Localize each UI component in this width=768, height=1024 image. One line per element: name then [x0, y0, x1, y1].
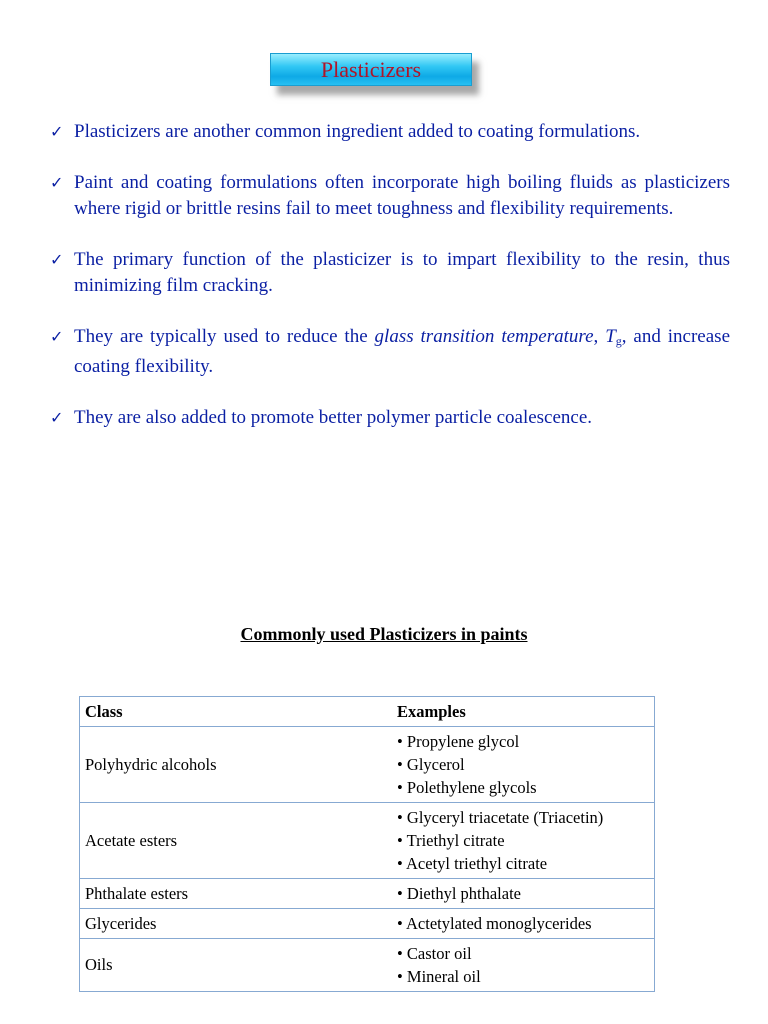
bullet-dot: • [397, 854, 406, 873]
bullet-text: glass transition temperature [374, 326, 594, 347]
example-text: Mineral oil [406, 967, 481, 986]
example-item [397, 852, 649, 875]
table-row [80, 803, 655, 879]
example-text: Diethyl phthalate [406, 884, 521, 903]
bullet-text: , and increase coating flexibility. [74, 326, 731, 377]
example-text: Acetyl triethyl citrate [406, 854, 548, 873]
example-item [397, 965, 649, 988]
example-item [397, 882, 649, 905]
example-item [397, 912, 649, 935]
class-cell: Polyhydric alcohols [80, 727, 393, 803]
examples-cell [392, 939, 655, 992]
example-item [397, 829, 649, 852]
example-text: Polethylene glycols [406, 778, 537, 797]
example-text: Castor oil [406, 944, 472, 963]
table-row [80, 939, 655, 992]
table-row [80, 909, 655, 939]
example-item [397, 942, 649, 965]
class-cell: Glycerides [80, 909, 393, 939]
bullet-item [50, 405, 730, 431]
table-row [80, 727, 655, 803]
bullet-text: They are typically used to reduce the [74, 326, 375, 347]
header-examples: Examples [392, 697, 655, 727]
table-body [80, 727, 655, 992]
bullet-text: , [593, 326, 606, 347]
bullet-text: The primary function of the plasticizer is to impart flexibility to the resin, thus minimizing film cracking. [74, 249, 730, 296]
bullet-item [50, 170, 730, 222]
class-cell: Phthalate esters [80, 879, 393, 909]
table-title: Commonly used Plasticizers in paints [240, 624, 528, 644]
checkmark-icon: ✓ [50, 173, 64, 192]
examples-cell [392, 909, 655, 939]
checkmark-icon: ✓ [50, 327, 64, 346]
checkmark-icon: ✓ [50, 408, 64, 427]
examples-cell [392, 803, 655, 879]
bullet-item [50, 324, 730, 380]
examples-cell [392, 727, 655, 803]
bullet-dot: • [397, 884, 407, 903]
example-text: Actetylated monoglycerides [406, 914, 592, 933]
bullet-dot: • [397, 831, 407, 850]
example-item [397, 806, 649, 829]
title-banner [270, 53, 472, 86]
bullet-dot: • [397, 967, 407, 986]
bullet-text: Paint and coating formulations often incorporate high boiling fluids as plasticizers where rigid or brittle resins fail to meet toughness and flexibility requirements. [74, 172, 730, 219]
bullet-item [50, 119, 730, 145]
example-item [397, 730, 649, 753]
header-class: Class [80, 697, 393, 727]
example-item [397, 753, 649, 776]
example-text: Triethyl citrate [406, 831, 505, 850]
bullet-text: Plasticizers are another common ingredient added to coating formulations. [74, 121, 641, 142]
example-text: Propylene glycol [406, 732, 520, 751]
class-cell: Oils [80, 939, 393, 992]
table-row [80, 879, 655, 909]
checkmark-icon: ✓ [50, 250, 64, 269]
examples-cell [392, 879, 655, 909]
example-text: Glyceryl triacetate (Triacetin) [406, 808, 604, 827]
example-text: Glycerol [406, 755, 465, 774]
bullet-text: They are also added to promote better polymer particle coalescence. [74, 407, 593, 428]
bullet-dot: • [397, 914, 406, 933]
bullet-list [50, 119, 730, 456]
page-title: Plasticizers [320, 56, 422, 82]
subscript-text: g [615, 334, 622, 348]
bullet-dot: • [397, 732, 407, 751]
example-item [397, 776, 649, 799]
plasticizers-table [79, 696, 655, 992]
table-header-row [80, 697, 655, 727]
bullet-dot: • [397, 755, 407, 774]
bullet-dot: • [397, 778, 407, 797]
bullet-dot: • [397, 944, 407, 963]
bullet-text: T [605, 326, 616, 347]
checkmark-icon: ✓ [50, 122, 64, 141]
bullet-item [50, 247, 730, 299]
bullet-dot: • [397, 808, 407, 827]
class-cell: Acetate esters [80, 803, 393, 879]
